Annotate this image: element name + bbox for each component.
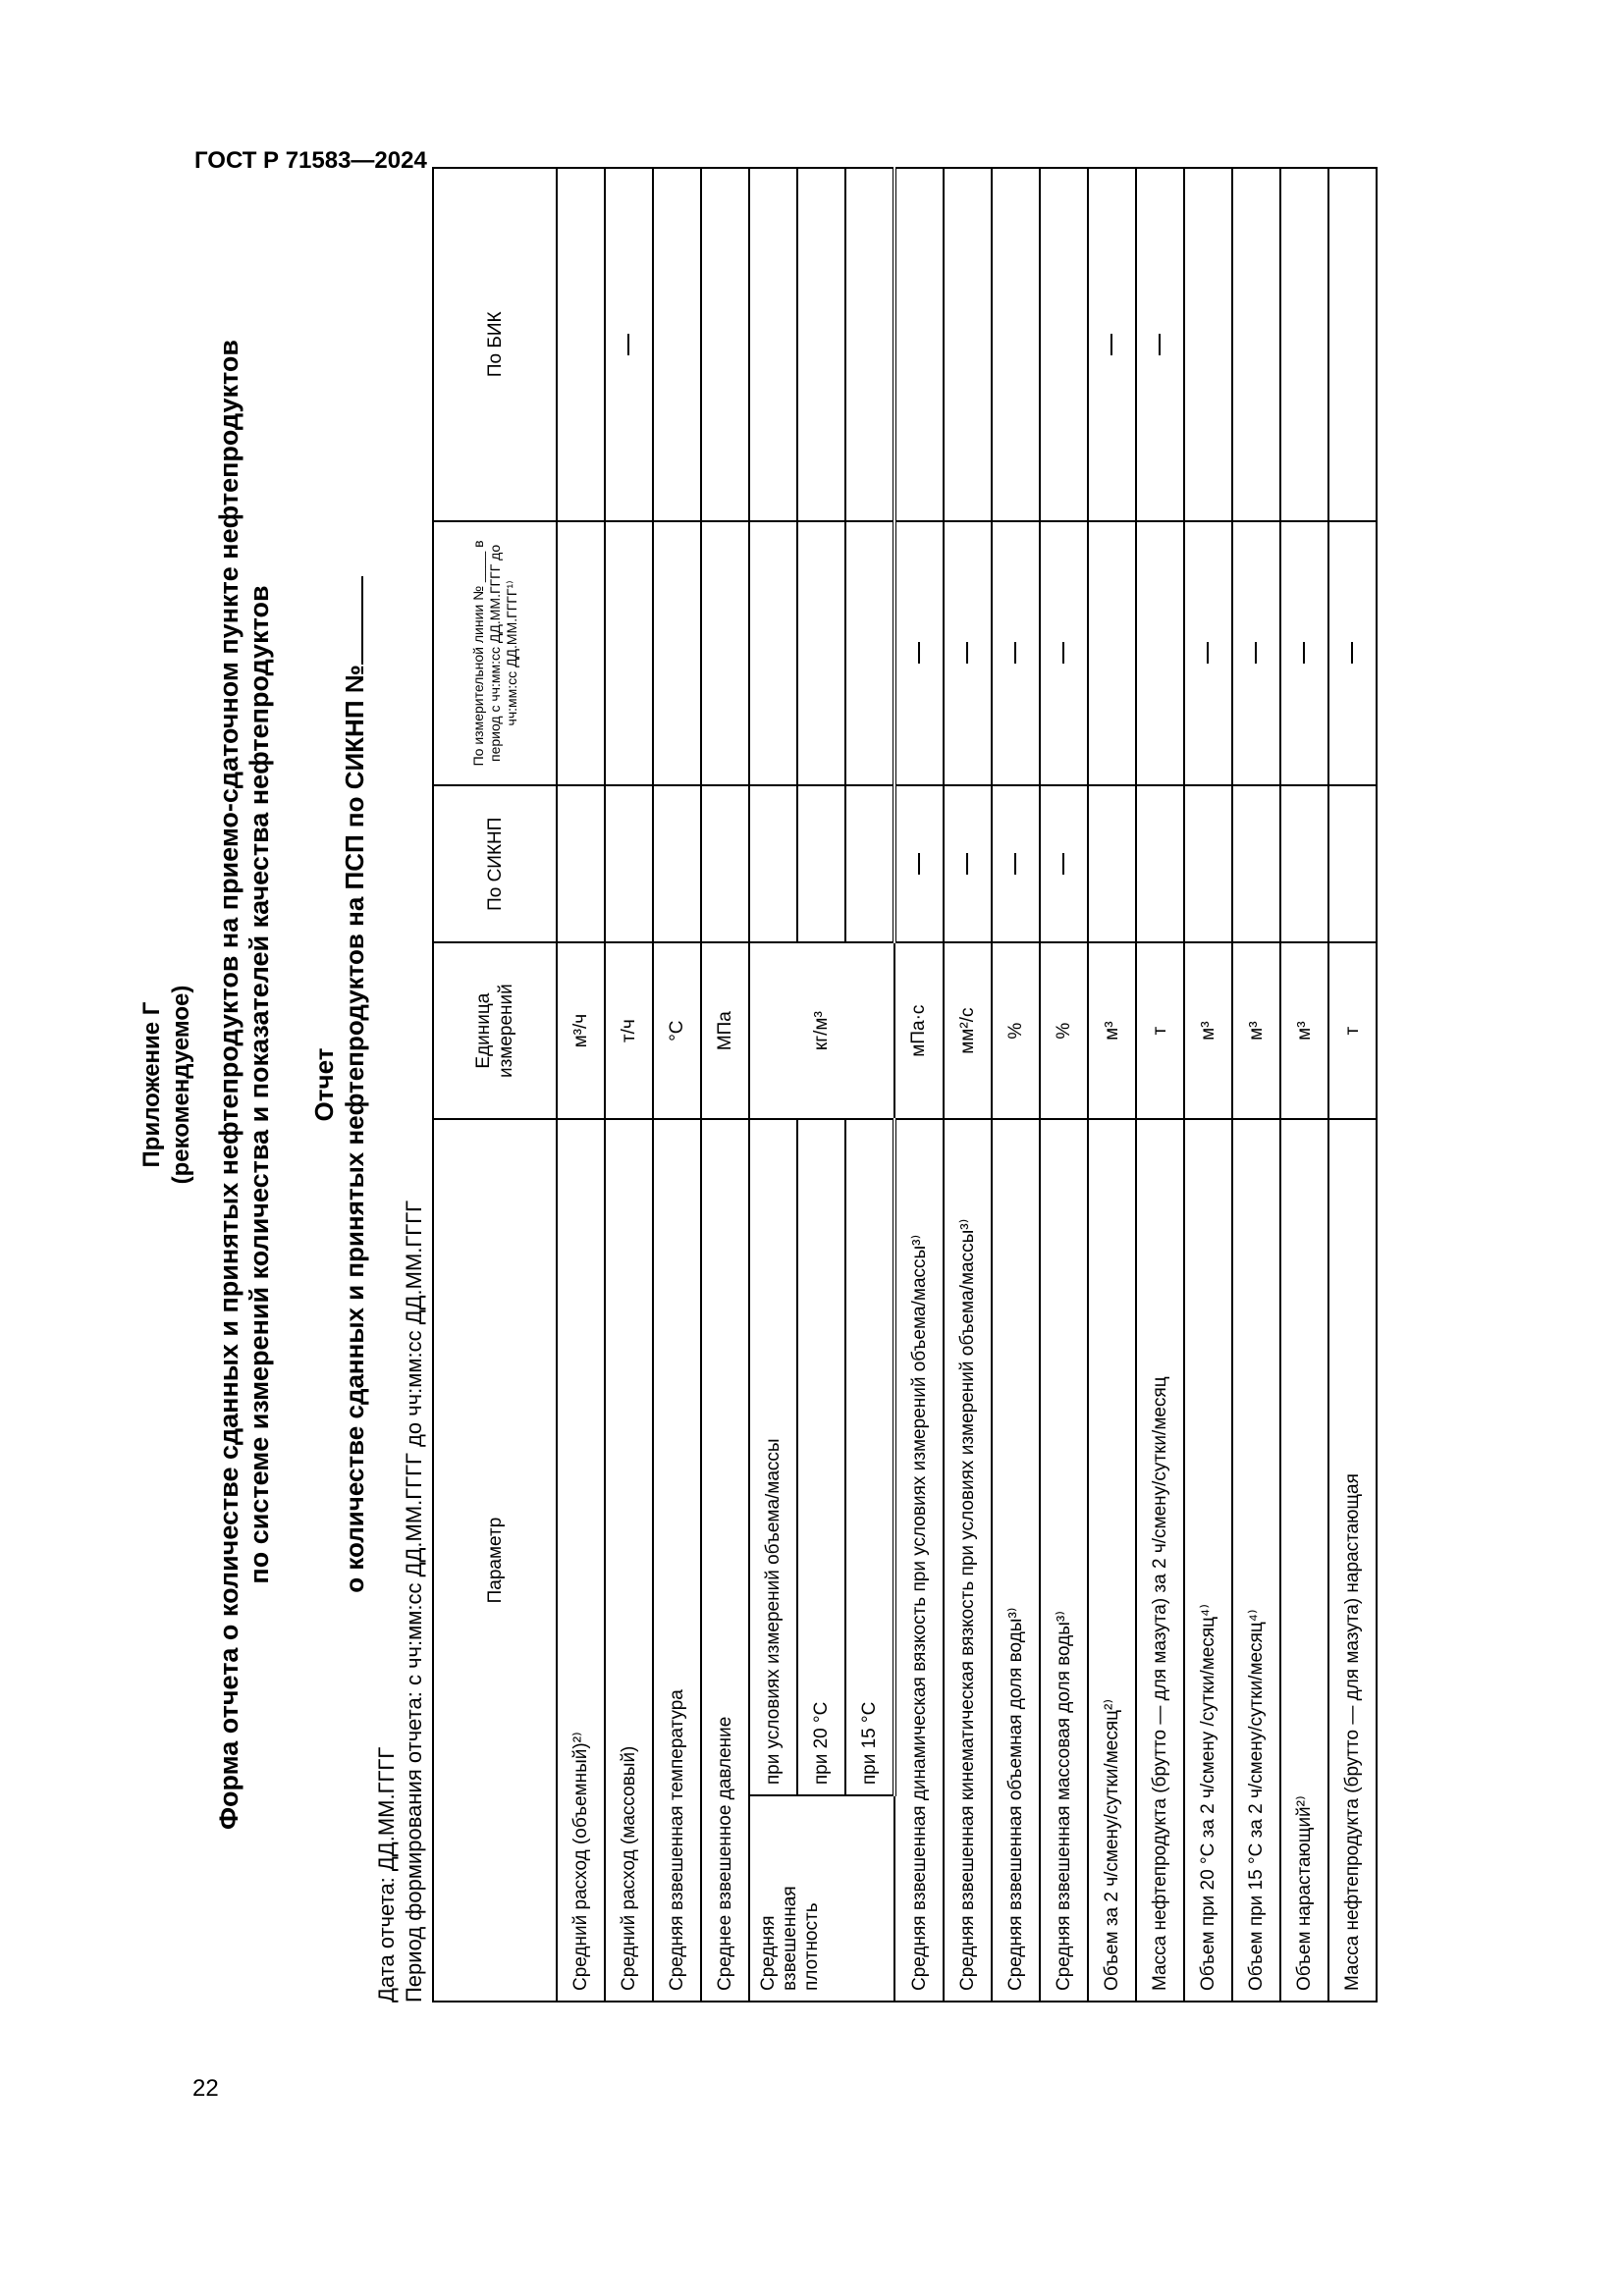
- bik-cell[interactable]: [653, 168, 701, 521]
- param-cell: Объем нарастающий²⁾: [1280, 1119, 1328, 2002]
- sikn-cell-dash: [894, 785, 944, 942]
- bik-cell[interactable]: [1184, 168, 1232, 521]
- sikn-cell[interactable]: [557, 785, 605, 942]
- param-cell-density: Средняя взвешенная плотность: [749, 1795, 894, 2002]
- unit-cell: т: [1136, 942, 1184, 1119]
- table-row: [557, 168, 605, 2002]
- line-cell[interactable]: [605, 521, 653, 786]
- dash-mark: [966, 642, 968, 664]
- unit-cell: м³: [1184, 942, 1232, 1119]
- table-row: [894, 168, 944, 2002]
- report-title: [309, 167, 370, 2002]
- dash-mark: [1110, 334, 1112, 355]
- bik-cell[interactable]: [992, 168, 1040, 521]
- line-cell[interactable]: [1088, 521, 1136, 786]
- table-row: [1184, 168, 1232, 2002]
- line-cell[interactable]: [845, 521, 894, 786]
- unit-cell: м³: [1232, 942, 1280, 1119]
- line-cell-dash: [1328, 521, 1377, 786]
- bik-cell[interactable]: [797, 168, 845, 521]
- param-cell: Масса нефтепродукта (брутто — для мазута) нарастающая: [1328, 1119, 1377, 2002]
- sikn-cell[interactable]: [1088, 785, 1136, 942]
- param-cell: Средний расход (объемный)²⁾: [557, 1119, 605, 2002]
- unit-cell: т/ч: [605, 942, 653, 1119]
- sikn-cell-dash: [992, 785, 1040, 942]
- sikn-cell[interactable]: [605, 785, 653, 942]
- bik-cell[interactable]: [1280, 168, 1328, 521]
- appendix-subtitle: (рекомендуемое): [168, 985, 194, 1185]
- dash-mark: [1062, 853, 1064, 875]
- header-bik: По БИК: [433, 168, 557, 521]
- line-cell[interactable]: [653, 521, 701, 786]
- bik-cell-dash: [1136, 168, 1184, 521]
- dash-mark: [1351, 642, 1353, 664]
- param-cell: Средняя взвешенная объемная доля воды³⁾: [992, 1119, 1040, 2002]
- density-sub-measurement: при условиях измерений объема/массы: [749, 1119, 797, 1795]
- sikn-cell[interactable]: [701, 785, 749, 942]
- param-cell: Объем за 2 ч/смену/сутки/месяц²⁾: [1088, 1119, 1136, 2002]
- param-cell: Объем при 15 °С за 2 ч/смену/сутки/месяц⁴⁾: [1232, 1119, 1280, 2002]
- report-title-line2-wrap: [340, 167, 370, 2002]
- line-cell-dash: [1184, 521, 1232, 786]
- density-sub-20: при 20 °С: [797, 1119, 845, 1795]
- dash-mark: [918, 853, 920, 875]
- unit-cell: МПа: [701, 942, 749, 1119]
- dash-mark: [627, 334, 629, 355]
- unit-cell-density: кг/м³: [749, 942, 894, 1119]
- bik-cell[interactable]: [1232, 168, 1280, 521]
- dash-mark: [918, 642, 920, 664]
- report-table: [432, 167, 1378, 2002]
- page-number: 22: [192, 2075, 219, 2102]
- bik-cell[interactable]: [845, 168, 894, 521]
- report-date: Дата отчета: ДД.ММ.ГГГГ: [374, 1746, 399, 2002]
- param-cell: Средняя взвешенная кинематическая вязкость при условиях измерений объема/массы³⁾: [944, 1119, 992, 2002]
- dash-mark: [1303, 642, 1305, 664]
- rotated-page-content: [137, 167, 1434, 2002]
- bik-cell[interactable]: [894, 168, 944, 521]
- line-cell-dash: [894, 521, 944, 786]
- sikn-cell[interactable]: [1184, 785, 1232, 942]
- unit-cell: м³/ч: [557, 942, 605, 1119]
- sikn-cell[interactable]: [653, 785, 701, 942]
- bik-cell-dash: [605, 168, 653, 521]
- table-row: [1328, 168, 1377, 2002]
- bik-cell[interactable]: [701, 168, 749, 521]
- table-row: [1232, 168, 1280, 2002]
- bik-cell[interactable]: [749, 168, 797, 521]
- form-title-line2: по системе измерений количества и показателей качества нефтепродуктов: [244, 585, 274, 1584]
- bik-cell[interactable]: [1328, 168, 1377, 521]
- sikn-cell[interactable]: [1232, 785, 1280, 942]
- dash-mark: [1207, 642, 1209, 664]
- table-row: [1280, 168, 1328, 2002]
- line-cell[interactable]: [797, 521, 845, 786]
- sikn-cell[interactable]: [1328, 785, 1377, 942]
- table-row: [653, 168, 701, 2002]
- sikn-cell-dash: [1040, 785, 1088, 942]
- unit-cell: мм²/с: [944, 942, 992, 1119]
- table-row: [1040, 168, 1088, 2002]
- unit-cell: %: [1040, 942, 1088, 1119]
- param-cell: Объем при 20 °С за 2 ч/смену /сутки/месяц⁴⁾: [1184, 1119, 1232, 2002]
- dash-mark: [1014, 642, 1016, 664]
- line-cell[interactable]: [557, 521, 605, 786]
- report-title-line2: о количестве сданных и принятых нефтепродуктов на ПСП по СИКНП №: [340, 665, 369, 1593]
- dash-mark: [1255, 642, 1257, 664]
- header-parameter: Параметр: [433, 1119, 557, 2002]
- dash-mark: [1159, 334, 1161, 355]
- report-title-line1: Отчет: [309, 1047, 339, 1122]
- sikn-cell[interactable]: [1280, 785, 1328, 942]
- report-period: Период формирования отчета: с чч:мм:сс ДД.ММ.ГГГГ до чч:мм:сс ДД.ММ.ГГГГ: [402, 1200, 426, 2002]
- standard-number: ГОСТ Р 71583—2024: [194, 147, 427, 174]
- param-cell: Средняя взвешенная температура: [653, 1119, 701, 2002]
- form-title-line1: Форма отчета о количестве сданных и принятых нефтепродуктов на приемо-сдаточном пункте нефтепродуктов: [214, 340, 244, 1830]
- sikn-cell[interactable]: [749, 785, 797, 942]
- header-line: По измерительной линии № ____ в период с чч:мм:сс ДД.ММ.ГГГГ до чч:мм:сс ДД.ММ.ГГГГ¹⁾: [433, 521, 557, 786]
- table-row: [701, 168, 749, 2002]
- table-header-row: [433, 168, 557, 2002]
- sikn-cell-dash: [944, 785, 992, 942]
- table-row-density: [749, 168, 797, 2002]
- unit-cell: м³: [1088, 942, 1136, 1119]
- param-cell: Средняя взвешенная массовая доля воды³⁾: [1040, 1119, 1088, 2002]
- dash-mark: [966, 853, 968, 875]
- line-cell-dash: [1040, 521, 1088, 786]
- param-cell: Масса нефтепродукта (брутто — для мазута) за 2 ч/смену/сутки/месяц: [1136, 1119, 1184, 2002]
- density-sub-15: при 15 °С: [845, 1119, 894, 1795]
- table-row: [605, 168, 653, 2002]
- table-row: [1136, 168, 1184, 2002]
- line-cell-dash: [1232, 521, 1280, 786]
- table-row: [944, 168, 992, 2002]
- sikn-cell[interactable]: [845, 785, 894, 942]
- param-cell: Среднее взвешенное давление: [701, 1119, 749, 2002]
- appendix-heading: [137, 167, 196, 2002]
- form-title: [214, 167, 275, 2002]
- header-unit: Единица измерений: [433, 942, 557, 1119]
- unit-cell: °С: [653, 942, 701, 1119]
- bik-cell[interactable]: [1040, 168, 1088, 521]
- line-cell[interactable]: [701, 521, 749, 786]
- sikn-cell[interactable]: [797, 785, 845, 942]
- report-meta: [373, 1201, 428, 2002]
- line-cell-dash: [944, 521, 992, 786]
- line-cell-dash: [992, 521, 1040, 786]
- unit-cell: мПа·с: [894, 942, 944, 1119]
- dash-mark: [1014, 853, 1016, 875]
- bik-cell[interactable]: [944, 168, 992, 521]
- param-cell: Средняя взвешенная динамическая вязкость при условиях измерений объема/массы³⁾: [894, 1119, 944, 2002]
- line-cell[interactable]: [1136, 521, 1184, 786]
- report-number-blank[interactable]: [340, 576, 363, 665]
- unit-cell: %: [992, 942, 1040, 1119]
- dash-mark: [1062, 642, 1064, 664]
- line-cell[interactable]: [749, 521, 797, 786]
- table-row: [1088, 168, 1136, 2002]
- unit-cell: м³: [1280, 942, 1328, 1119]
- sikn-cell[interactable]: [1136, 785, 1184, 942]
- bik-cell-dash: [1088, 168, 1136, 521]
- header-sikn: По СИКНП: [433, 785, 557, 942]
- param-cell: Средний расход (массовый): [605, 1119, 653, 2002]
- bik-cell[interactable]: [557, 168, 605, 521]
- table-row: [992, 168, 1040, 2002]
- appendix-title: Приложение Г: [138, 1001, 165, 1168]
- line-cell-dash: [1280, 521, 1328, 786]
- unit-cell: т: [1328, 942, 1377, 1119]
